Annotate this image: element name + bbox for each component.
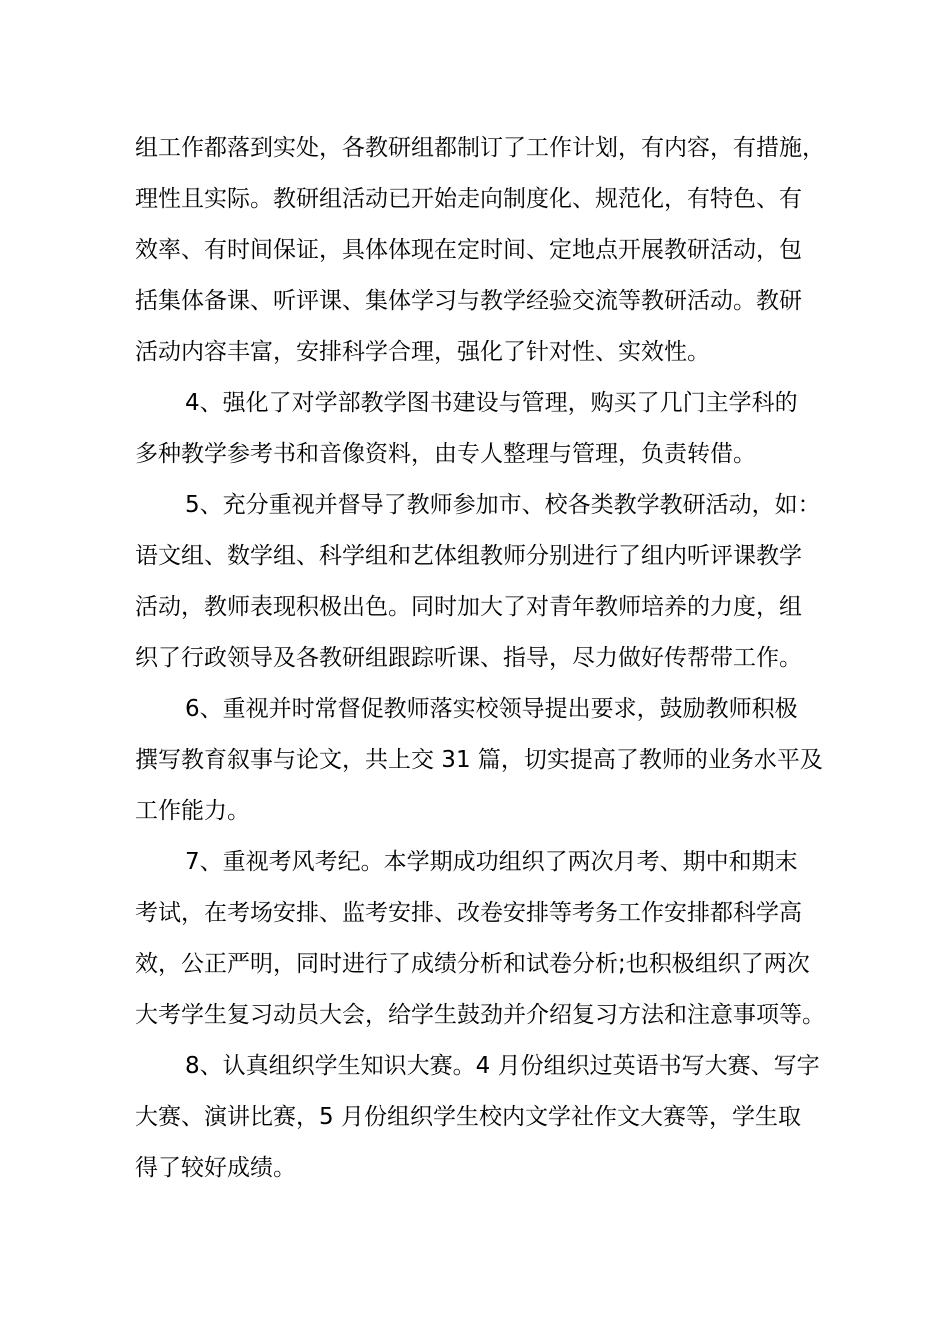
text-line: 理性且实际。教研组活动已开始走向制度化、规范化，有特色、有 (135, 186, 802, 212)
text-line: 工作能力。 (135, 798, 250, 824)
paragraph-start-line: 4、强化了对学部教学图书建设与管理，购买了几门主学科的 (185, 390, 798, 416)
paragraph-start-line: 5、充分重视并督导了教师参加市、校各类教学教研活动，如： (185, 492, 821, 518)
text-line: 效率、有时间保证，具体体现在定时间、定地点开展教研活动，包 (135, 237, 802, 263)
text-line: 语文组、数学组、科学组和艺体组教师分别进行了组内听评课教学 (135, 543, 802, 569)
text-line: 活动，教师表现积极出色。同时加大了对青年教师培养的力度，组 (135, 594, 802, 620)
text-line: 得了较好成绩。 (135, 1155, 296, 1181)
paragraph-start-line: 8、认真组织学生知识大赛。4 月份组织过英语书写大赛、写字 (185, 1053, 820, 1079)
text-line: 多种教学参考书和音像资料，由专人整理与管理，负责转借。 (135, 441, 756, 467)
text-line: 织了行政领导及各教研组跟踪听课、指导，尽力做好传帮带工作。 (135, 645, 802, 671)
text-line: 括集体备课、听评课、集体学习与教学经验交流等教研活动。教研 (135, 288, 802, 314)
text-line: 大考学生复习动员大会，给学生鼓劲并介绍复习方法和注意事项等。 (135, 1002, 825, 1028)
text-line: 大赛、演讲比赛，5 月份组织学生校内文学社作文大赛等，学生取 (135, 1104, 801, 1130)
text-line: 考试，在考场安排、监考安排、改卷安排等考务工作安排都科学高 (135, 900, 802, 926)
text-line: 活动内容丰富，安排科学合理，强化了针对性、实效性。 (135, 339, 710, 365)
document-body (135, 128, 835, 1199)
text-line: 组工作都落到实处，各教研组都制订了工作计划，有内容，有措施， (135, 135, 825, 161)
text-line: 撰写教育叙事与论文，共上交 31 篇，切实提高了教师的业务水平及 (135, 747, 823, 773)
text-line: 效，公正严明，同时进行了成绩分析和试卷分析;也积极组织了两次 (135, 951, 810, 977)
paragraph-start-line: 7、重视考风考纪。本学期成功组织了两次月考、期中和期末 (185, 849, 798, 875)
paragraph-start-line: 6、重视并时常督促教师落实校领导提出要求，鼓励教师积极 (185, 696, 798, 722)
